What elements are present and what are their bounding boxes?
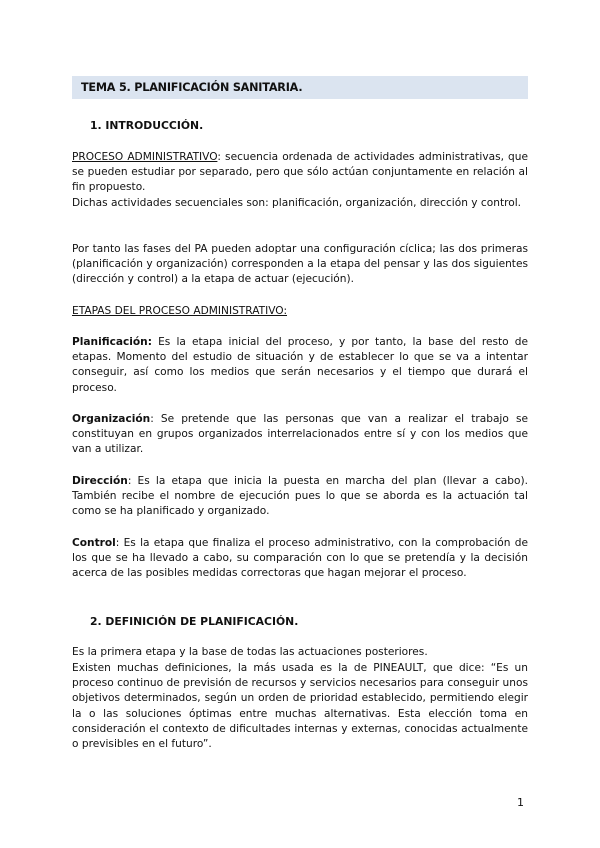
organizacion-paragraph <box>72 412 528 458</box>
organizacion-label: Organización <box>72 413 151 425</box>
organizacion-text: : Se pretende que las personas que van a realizar el trabajo se constituyan en grupos organizados interrelacionados entre sí y con los medios que van a utilizar. <box>72 413 528 456</box>
por-tanto-paragraph: Por tanto las fases del PA pueden adoptar una configuración cíclica; las dos primeras (planificación y organización) corresponden a la etapa del pensar y las dos siguientes (dirección y control) a la etapa de actuar (ejecución). <box>72 243 528 286</box>
control-text: : Es la etapa que finaliza el proceso administrativo, con la comprobación de los que se ha llevado a cabo, su comparación con lo que se pretendía y la decisión acerca de las posibles medidas correctoras que hagan mejorar el proceso. <box>72 537 528 580</box>
dichas-text: Dichas actividades secuenciales son: planificación, organización, dirección y control. <box>72 196 522 209</box>
definicion-heading: 2. DEFINICIÓN DE PLANIFICACIÓN. <box>90 615 299 628</box>
direccion-text: : Es la etapa que inicia la puesta en marcha del plan (llevar a cabo). También recibe el nombre de ejecución pues lo que se aborda es la actuación tal como se ha planificado y organizado. <box>72 475 528 518</box>
etapas-heading: ETAPAS DEL PROCESO ADMINISTRATIVO: <box>72 305 288 317</box>
planificacion-label: Planificación: <box>72 336 152 348</box>
definicion-intro: Es la primera etapa y la base de todas las actuaciones posteriores. <box>72 646 428 658</box>
direccion-paragraph <box>72 474 528 520</box>
control-paragraph <box>72 536 528 582</box>
planificacion-paragraph <box>72 335 528 396</box>
definicion-paragraph: Existen muchas definiciones, la más usada es la de PINEAULT, que dice: “Es un proceso continuo de previsión de recursos y servicios necesarios para conseguir unos objetivos determinados, según un orden de prioridad establecido, permitiendo elegir la o las soluciones óptimas entre muchas alternativas. Esta elección toma en consideración el contexto de dificultades internas y externas, conocidas actualmente o previsibles en el futuro”. <box>72 662 528 751</box>
proceso-text: : secuencia ordenada de actividades administrativas, que se pueden estudiar por separado, pero que sólo actúan conjuntamente en relación al fin propuesto. <box>72 151 528 194</box>
page-title: TEMA 5. PLANIFICACIÓN SANITARIA. <box>72 76 528 99</box>
planificacion-text: Es la etapa inicial del proceso, y por tanto, la base del resto de etapas. Momento del estudio de situación y de establecer lo que se va a intentar conseguir, así como los medios que serán necesarios y el tiempo que durará el proceso. <box>72 336 528 394</box>
page-number: 1 <box>517 796 524 809</box>
direccion-label: Dirección <box>72 475 128 487</box>
proceso-label: PROCESO ADMINISTRATIVO <box>72 151 218 163</box>
control-label: Control <box>72 537 116 549</box>
proceso-paragraph <box>72 150 528 211</box>
intro-heading: 1. INTRODUCCIÓN. <box>90 119 204 132</box>
